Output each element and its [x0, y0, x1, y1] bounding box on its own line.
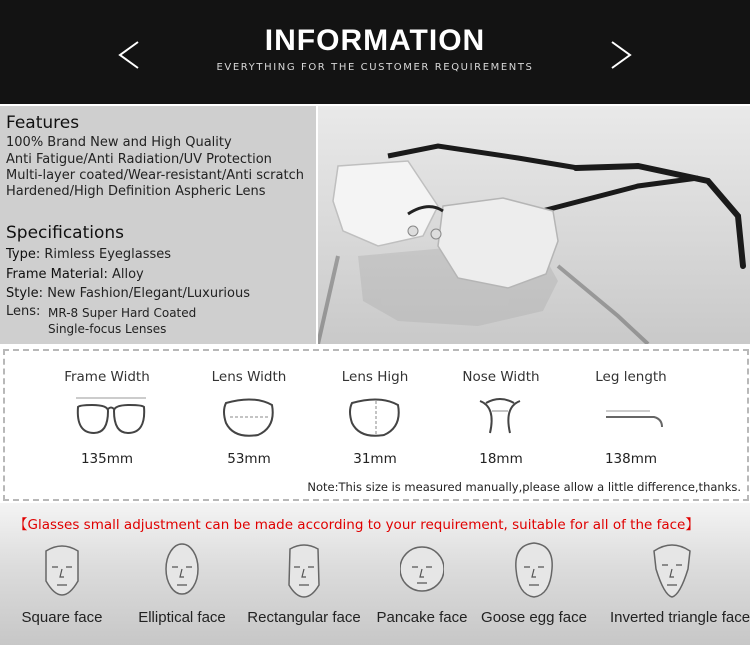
- measurement-value: 53mm: [227, 451, 271, 467]
- spec-style-label: Style:: [6, 286, 44, 301]
- product-photo: [318, 106, 750, 344]
- nose-width-icon: [466, 393, 544, 439]
- face-shape-name: Elliptical face: [138, 609, 226, 626]
- spec-style-value: New Fashion/Elegant/Luxurious: [47, 286, 250, 301]
- measurement-value: 31mm: [353, 451, 397, 467]
- lens-width-icon: [214, 393, 292, 439]
- chevron-right-icon[interactable]: [608, 40, 634, 70]
- face-shapes-panel: [0, 503, 750, 645]
- spec-frame-value: Alloy: [111, 267, 144, 282]
- header-banner: [0, 0, 750, 104]
- spec-style: [6, 286, 250, 301]
- face-shape-name: Inverted triangle face: [610, 609, 750, 626]
- spec-lens-label: Lens:: [6, 304, 41, 319]
- spec-type-label: Type:: [6, 247, 41, 262]
- adjustment-tip: 【Glasses small adjustment can be made according to your requirement, suitable for all of the face】: [14, 517, 699, 533]
- feature-item: Hardened/High Definition Aspheric Lens: [6, 184, 266, 199]
- page-subtitle: EVERYTHING FOR THE CUSTOMER REQUIREMENTS: [216, 62, 534, 73]
- measurement-name: Leg length: [595, 369, 667, 385]
- measurement-name: Lens High: [341, 369, 409, 385]
- spec-lens-value: Single-focus Lenses: [48, 322, 167, 336]
- elliptical-face-icon: [160, 541, 204, 601]
- measurement-note: Note:This size is measured manually,please allow a little difference,thanks.: [307, 480, 741, 494]
- measurement-name: Frame Width: [64, 369, 150, 385]
- measurements-panel: [3, 349, 749, 501]
- feature-item: Multi-layer coated/Wear-resistant/Anti scratch: [6, 168, 304, 183]
- measurement-value: 138mm: [604, 451, 658, 467]
- measurement-value: 135mm: [80, 451, 134, 467]
- rectangular-face-icon: [282, 541, 326, 601]
- spec-type: [6, 247, 171, 262]
- rimless-glasses-illustration: [318, 106, 750, 344]
- inverted-triangle-face-icon: [650, 541, 694, 601]
- spec-frame: [6, 267, 144, 282]
- face-shape-name: Square face: [21, 609, 103, 626]
- frame-width-icon: [72, 393, 150, 439]
- measurement-value: 18mm: [479, 451, 523, 467]
- spec-lens-value: MR-8 Super Hard Coated: [48, 306, 197, 320]
- product-info-panel: [0, 106, 316, 344]
- spec-type-value: Rimless Eyeglasses: [44, 247, 172, 262]
- feature-item: 100% Brand New and High Quality: [6, 135, 232, 150]
- lens-height-icon: [340, 393, 418, 439]
- specifications-heading: Specifications: [6, 223, 125, 243]
- square-face-icon: [40, 541, 84, 601]
- pancake-face-icon: [400, 541, 444, 601]
- goose-egg-face-icon: [512, 541, 556, 601]
- measurement-name: Lens Width: [211, 369, 287, 385]
- leg-length-icon: [596, 393, 674, 439]
- face-shape-name: Goose egg face: [481, 609, 587, 626]
- face-shape-name: Pancake face: [376, 609, 468, 626]
- spec-frame-label: Frame Material:: [6, 267, 108, 282]
- features-heading: Features: [6, 113, 80, 133]
- page-title: INFORMATION: [264, 24, 486, 57]
- face-shape-name: Rectangular face: [247, 609, 361, 626]
- measurement-name: Nose Width: [462, 369, 540, 385]
- feature-item: Anti Fatigue/Anti Radiation/UV Protection: [6, 152, 272, 167]
